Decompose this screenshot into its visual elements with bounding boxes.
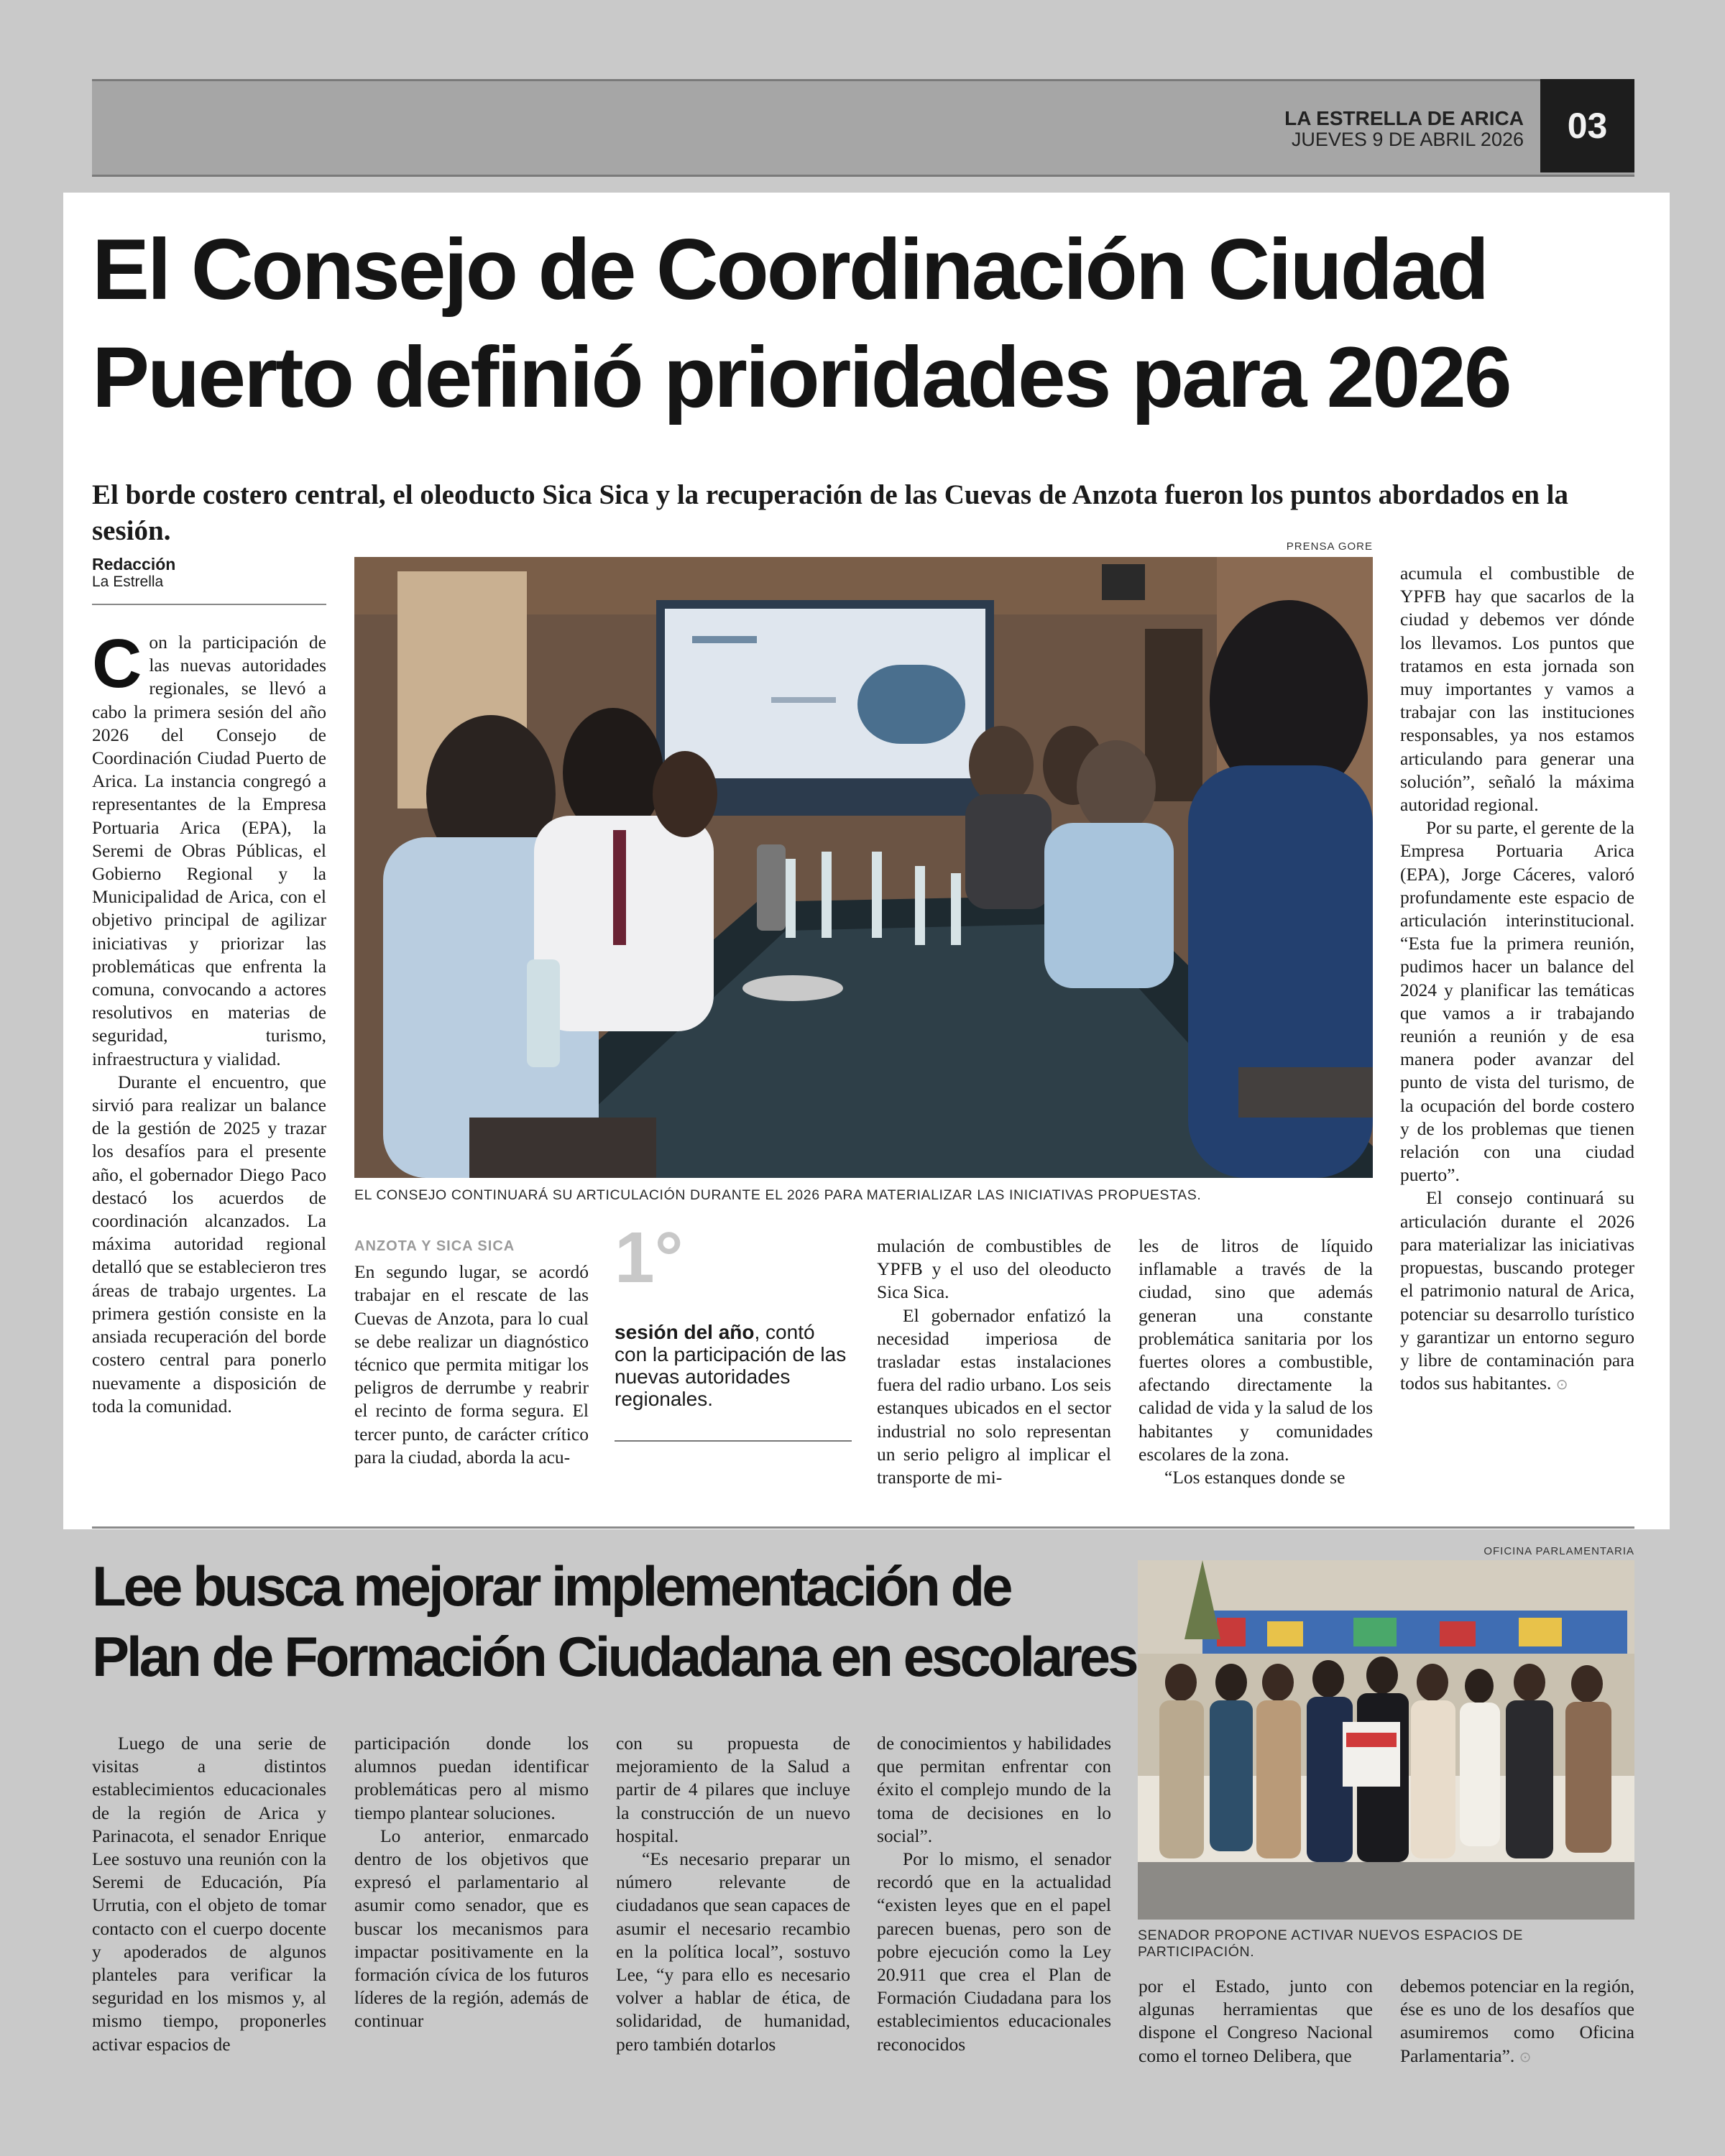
paragraph: de conocimientos y habilidades que permitan enfrentar con éxito el complejo mundo de la toma de decisiones en lo social”. [877, 1733, 1111, 1846]
end-of-article-icon: ⊙ [1519, 2047, 1532, 2065]
paragraph: con su propuesta de mejoramiento de la Salud a partir de 4 pilares que incluye la construcción de un nuevo hospital. [616, 1733, 850, 1846]
article2-column-3 [616, 1732, 850, 2056]
article-column-1 [92, 625, 326, 1418]
article-column-3 [877, 1235, 1111, 1489]
page-number: 03 [1540, 79, 1634, 172]
paragraph-text: on la participación de las nuevas autoridades regionales, se llevó a cabo la primera sesión del año 2026 del Consejo de Coordinación Ciudad Puerto de Arica. La instancia congregó a representantes de la Empresa Portuaria Arica (EPA), la Seremi de Obras Públicas, el Gobierno Regional y la Municipalidad de Arica, con el objetivo principal de agilizar iniciativas y priorizar las problemáticas que enfrenta la comuna, convocando a actores resolutivos en materias de seguridad, turismo, infraestructura y vialidad. [92, 632, 326, 1069]
meeting-photo [354, 557, 1373, 1178]
photo-caption: SENADOR PROPONE ACTIVAR NUEVOS ESPACIOS DE PARTICIPACIÓN. [1138, 1927, 1523, 1960]
article-deck: El borde costero central, el oleoducto Sica Sica y la recuperación de las Cuevas de Anzota fueron los puntos abordados en la sesión. [92, 479, 1568, 546]
paragraph: Durante el encuentro, que sirvió para realizar un balance de la gestión de 2025 y trazar los desafíos para el presente año, el gobernador Diego Paco destacó los acuerdos de coordinación alcanzados. La máxima autoridad regional detalló que se establecieron tres áreas de trabajo urgentes. La primera gestión consiste en la ansiada recuperación del borde costero central para ponerlo nuevamente a disposición de toda la comunidad. [92, 1071, 326, 1416]
pull-quote-divider [615, 1440, 852, 1442]
pull-quote-text [615, 1321, 852, 1410]
paragraph: Lo anterior, enmarcado dentro de los objetivos que expresó el parlamentario al asumir como senador, que es buscar los mecanismos para impactar positivamente en la formación cívica de los futuros líderes de la región, además de continuar [354, 1825, 589, 2032]
headline-line-2: Puerto definió prioridades para 2026 [92, 329, 1510, 425]
meeting-photo-illustration [354, 557, 1373, 1178]
paragraph: En segundo lugar, se acordó trabajar en el rescate de las Cuevas de Anzota, para lo cual se debe realizar un diagnóstico técnico que permita mitigar los peligros de derrumbe y reabrir el recinto de forma segura. El tercer punto, de carácter crítico para la ciudad, aborda la acu- [354, 1261, 589, 1468]
article2-column-6 [1400, 1975, 1634, 2068]
drop-cap: C [92, 625, 142, 702]
paragraph: mulación de combustibles de YPFB y el uso del oleoducto Sica Sica. [877, 1235, 1111, 1303]
paragraph-text: debemos potenciar en la región, ése es uno de los desafíos que asumiremos como Oficina Parlamentaria”. [1400, 1976, 1634, 2066]
headline-line-2: Plan de Formación Ciudadana en escolares [92, 1625, 1136, 1688]
pull-quote-number: 1° [615, 1217, 684, 1298]
section-divider [92, 1526, 1634, 1529]
paragraph: “Los estanques donde se [1164, 1467, 1346, 1488]
paragraph: Por lo mismo, el senador recordó que en la actualidad “existen leyes que en el papel parecen buenas, pero son de pobre ejecución como la Ley 20.911 que crea el Plan de Formación Ciudadana para los establecimientos educacionales reconocidos [877, 1848, 1111, 2055]
paragraph [1400, 1187, 1634, 1396]
photo-caption: EL CONSEJO CONTINUARÁ SU ARTICULACIÓN DURANTE EL 2026 PARA MATERIALIZAR LAS INICIATIVAS PROPUESTAS. [354, 1187, 1202, 1203]
headline-line-1: Lee busca mejorar implementación de [92, 1554, 1011, 1618]
byline-divider [92, 604, 326, 605]
subheading: ANZOTA Y SICA SICA [354, 1238, 515, 1254]
article2-headline [92, 1551, 1141, 1692]
paragraph: acumula el combustible de YPFB hay que sacarlos de la ciudad y debemos ver dónde los llevamos. Los puntos que tratamos en esta jornada son muy importantes y vamos a trabajar con las instituciones responsables, ya nos estamos articulando para generar una solución”, señaló la máxima autoridad regional. [1400, 563, 1634, 816]
paragraph: Luego de una serie de visitas a distintos establecimientos educacionales de la región de Arica y Parinacota, el senador Enrique Lee sostuvo una reunión con la Seremi de Educación, Pía Urrutia, con el objeto de tomar contacto con el cuerpo docente y apoderados de algunos planteles para verificar la seguridad en los mismos y, al mismo tiempo, proponerles activar espacios de [92, 1733, 326, 2055]
paragraph-text: El consejo continuará su articulación durante el 2026 para materializar las iniciativas propuestas, buscando proteger el patrimonio natural de Arica, potenciar su desarrollo turístico y garantizar un entorno seguro y libre de contaminación para todos sus habitantes. [1400, 1187, 1634, 1394]
paragraph [1400, 1975, 1634, 2068]
pull-quote-bold: sesión del año [615, 1321, 755, 1343]
newspaper-name: LA ESTRELLA DE ARICA [1284, 107, 1524, 129]
pull-quote-rest: , contó con la participación de las nuevas autoridades regionales. [615, 1321, 847, 1410]
article2-column-1 [92, 1732, 326, 2056]
publication-date: JUEVES 9 DE ABRIL 2026 [1291, 129, 1524, 150]
group-photo-illustration [1138, 1560, 1634, 1920]
paragraph: “Es necesario preparar un número relevante de ciudadanos que sean capaces de asumir el necesario recambio en la política local”, sostuvo Lee, “y para ello es necesario volver a hablar de ética, de solidaridad, de humanidad, pero también dotarlos [616, 1848, 850, 2055]
article-column-2 [354, 1235, 589, 1469]
article2-column-2 [354, 1732, 589, 2033]
article-headline [92, 216, 1637, 431]
paragraph: Por su parte, el gerente de la Empresa Portuaria Arica (EPA), Jorge Cáceres, valoró profundamente este espacio de articulación interinstitucional. “Esta fue la primera reunión, pudimos hacer un balance del 2024 y planificar las temáticas que vamos a ir trabajando reunión a reunión y de esa manera poder avanzar del punto de vista del turismo, de la ocupación del borde costero y de los problemas que tienen relación con una ciudad puerto”. [1400, 817, 1634, 1186]
headline-line-1: El Consejo de Coordinación Ciudad [92, 221, 1488, 318]
article2-column-5 [1138, 1975, 1373, 2068]
article-column-5 [1400, 562, 1634, 1396]
article2-column-4 [877, 1732, 1111, 2056]
end-of-article-icon: ⊙ [1555, 1376, 1568, 1393]
paragraph: participación donde los alumnos puedan identificar problemáticas pero al mismo tiempo plantear soluciones. [354, 1733, 589, 1823]
byline-organization: La Estrella [92, 573, 164, 590]
paragraph: por el Estado, junto con algunas herramientas que dispone el Congreso Nacional como el torneo Delibera, que [1138, 1976, 1373, 2066]
paragraph: El gobernador enfatizó la necesidad imperiosa de trasladar estas instalaciones fuera del radio urbano. Los seis estanques ubicados en el sector industrial no solo representan un serio peligro al implicar el transporte de mi- [877, 1304, 1111, 1488]
article-column-4 [1138, 1235, 1373, 1489]
byline-name: Redacción [92, 555, 176, 573]
photo-credit: OFICINA PARLAMENTARIA [1484, 1545, 1634, 1557]
photo-credit: PRENSA GORE [1286, 540, 1373, 553]
paragraph: les de litros de líquido inflamable a través de la ciudad, sino que además generan una constante problemática sanitaria por los fuertes olores a combustible, afectando directamente la calidad de vida y la salud de los habitantes y comunidades escolares de la zona. [1138, 1235, 1373, 1465]
paragraph [92, 625, 326, 1071]
senator-group-photo [1138, 1560, 1634, 1920]
